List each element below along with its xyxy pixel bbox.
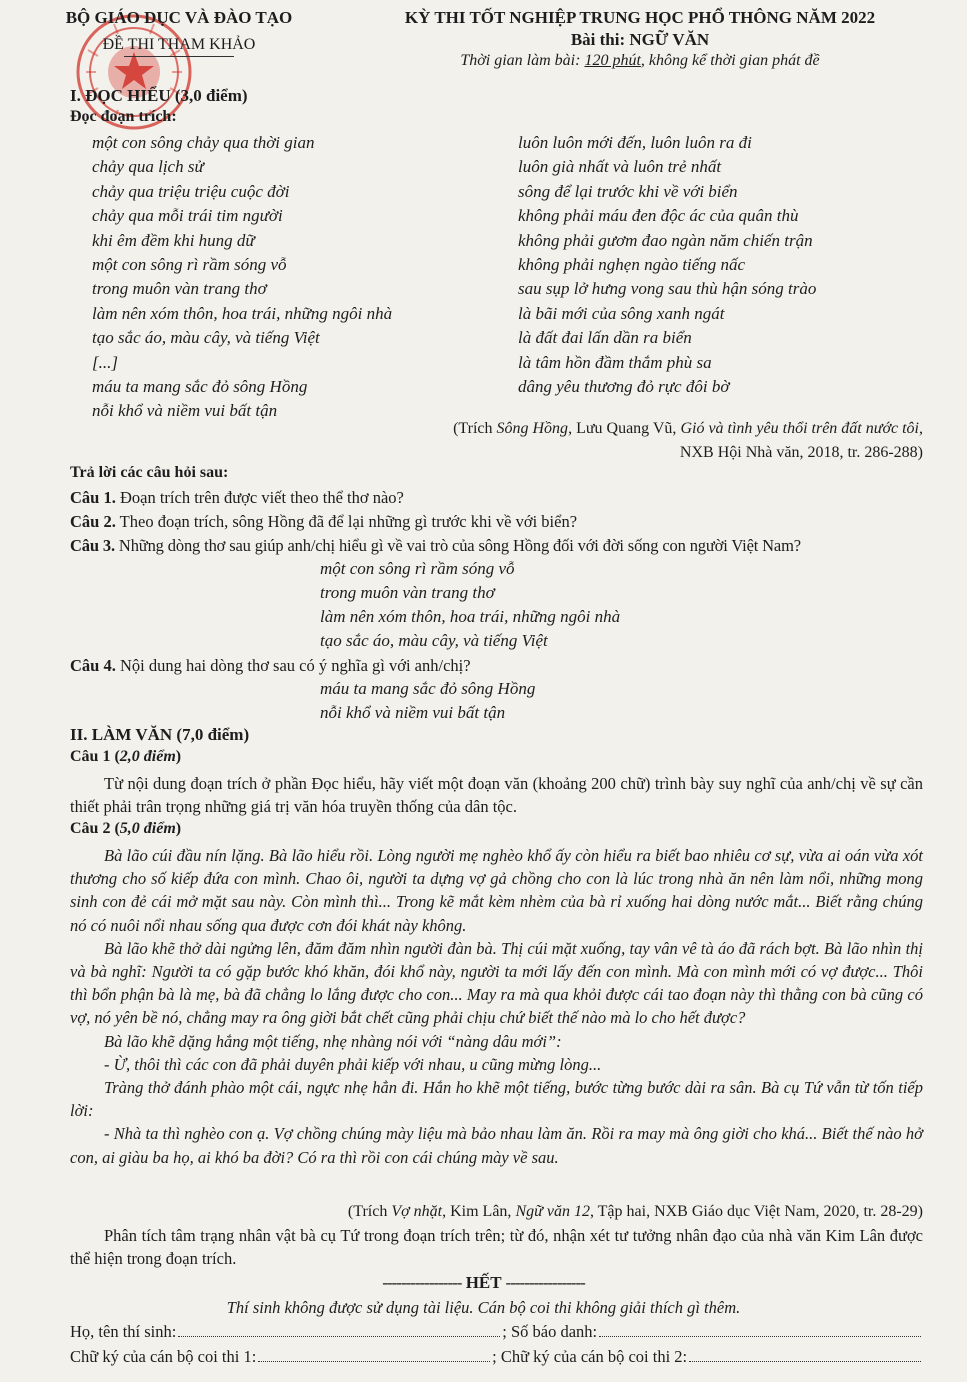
- poem-line: tạo sắc áo, màu cây, và tiếng Việt: [320, 631, 548, 650]
- poem-line: là tâm hồn đầm thắm phù sa: [518, 352, 712, 372]
- candidate-name-field[interactable]: [178, 1322, 500, 1337]
- excerpt-paragraph: Bà lão khẽ thở dài ngửng lên, đăm đăm nhìn người đàn bà. Thị cúi mặt xuống, tay vân vê tà áo đã rách bợt. Bà lão nhìn thị và bà nghĩ: Người ta có gặp bước khó khăn, đói khổ này, người ta mới lấy đến con mình. Mà con mình mới có vợ được... Thôi thì bổn phận bà là mẹ, bà đã chẳng lo lắng được cho con... May ra mà qua khỏi được cái tao đoạn này thì thằng con bà cũng có vợ, nó yên bề nó, chẳng may ra ông giời bắt chết cũng phải chịu chứ biết thế nào mà lo cho hết được?: [70, 938, 923, 1028]
- ministry-name: BỘ GIÁO DỤC VÀ ĐÀO TẠO: [65, 8, 293, 27]
- citation-line-1: (Trích Sông Hồng, Lưu Quang Vũ, Gió và tình yêu thổi trên đất nước tôi,: [453, 420, 923, 437]
- section-2-title: II. LÀM VĂN (7,0 điểm): [70, 725, 250, 744]
- poem-line: luôn luôn mới đến, luôn luôn ra đi: [518, 133, 752, 152]
- poem-right-column: [518, 131, 816, 399]
- poem-line: trong muôn vàn trang thơ: [92, 279, 267, 299]
- end-mark: ----------------- HẾT -----------------: [382, 1273, 585, 1292]
- candidate-name-label: Họ, tên thí sinh:: [70, 1322, 177, 1341]
- poem-line: luôn già nhất và luôn trẻ nhất: [518, 157, 722, 177]
- header-right: [340, 8, 940, 70]
- proctor-2-label: ; Chữ ký của cán bộ coi thi 2:: [492, 1347, 688, 1366]
- excerpt-paragraph: - Nhà ta thì nghèo con ạ. Vợ chồng chúng mày liệu mà bảo nhau làm ăn. Rồi ra may mà ông giời cho khá... Biết thế nào hở con, ai giàu ba họ, ai khó ba đời? Có ra thì rồi con cái chúng mày về sau.: [70, 1124, 923, 1167]
- excerpt-paragraph: Tràng thở đánh phào một cái, ngực nhẹ hẳn đi. Hắn ho khẽ một tiếng, bước từng bước dài ra sân. Bà cụ Tứ vẫn từ tốn tiếp lời:: [70, 1078, 923, 1121]
- essay-question-2-label: Câu 2 (5,0 điểm): [70, 820, 182, 837]
- exam-note: Thí sinh không được sử dụng tài liệu. Cán bộ coi thi không giải thích gì thêm.: [226, 1298, 741, 1317]
- proctor-1-signature-field[interactable]: [258, 1347, 490, 1362]
- exam-time: Thời gian làm bài: 120 phút, không kể thời gian phát đề: [460, 52, 820, 69]
- header-divider: [124, 56, 234, 57]
- citation-line-2: NXB Hội Nhà văn, 2018, tr. 286-288): [679, 444, 923, 461]
- exam-title: KỲ THI TỐT NGHIỆP TRUNG HỌC PHỔ THÔNG NĂM 2022: [404, 8, 876, 27]
- poem-line: sau sụp lở hưng vong sau thù hận sóng trào: [518, 279, 817, 299]
- question-3: Câu 3. Những dòng thơ sau giúp anh/chị hiểu gì về vai trò của sông Hồng đối với đời sống con người Việt Nam?: [70, 536, 801, 555]
- exam-type: ĐỀ THI THAM KHẢO: [102, 36, 256, 53]
- poem-citation: [453, 417, 923, 465]
- poem-line: [...]: [92, 352, 118, 372]
- q4-poem-lines: [320, 677, 535, 725]
- poem-line: chảy qua mỗi trái tim người: [92, 206, 283, 226]
- poem-line: là đất đai lấn dần ra biển: [518, 328, 692, 348]
- poem-line: máu ta mang sắc đỏ sông Hồng: [320, 679, 536, 698]
- reading-intro: Đọc đoạn trích:: [70, 108, 177, 125]
- poem-line: một con sông chảy qua thời gian: [92, 133, 315, 152]
- q3-poem-lines: [320, 557, 620, 653]
- essay-question-1-text: Từ nội dung đoạn trích ở phần Đọc hiểu, hãy viết một đoạn văn (khoảng 200 chữ) trình bày suy nghĩ của anh/chị về sự cần thiết phải trân trọng những giá trị văn hóa truyền thống của dân tộc.: [70, 774, 923, 817]
- poem-line: làm nên xóm thôn, hoa trái, những ngôi nhà: [320, 607, 621, 626]
- candidate-number-label: ; Số báo danh:: [502, 1322, 598, 1341]
- poem-left-column: [92, 131, 392, 424]
- poem-line: tạo sắc áo, màu cây, và tiếng Việt: [92, 328, 320, 348]
- poem-line: một con sông rì rầm sóng vỗ: [92, 255, 287, 275]
- poem-line: không phải gươm đao ngàn năm chiến trận: [518, 230, 813, 250]
- poem-line: khi êm đềm khi hung dữ: [92, 230, 255, 250]
- excerpt-paragraph: Bà lão cúi đầu nín lặng. Bà lão hiểu rồi. Lòng người mẹ nghèo khổ ấy còn hiểu ra biết bao nhiêu cơ sự, vừa ai oán vừa xót thương cho số kiếp đứa con mình. Chao ôi, người ta dựng vợ gả chồng cho con là lúc trong nhà ăn nên làm nổi, những mong sinh con đẻ cái mở mặt sau này. Còn mình thì... Trong kẽ mắt kèm nhèm của bà rỉ xuống hai dòng nước mắt... Biết rằng chúng nó có nuôi nổi nhau sống qua được cơn đói khát này không.: [70, 846, 923, 935]
- candidate-number-field[interactable]: [599, 1322, 921, 1337]
- question-2: Câu 2. Theo đoạn trích, sông Hồng đã để lại những gì trước khi về với biển?: [70, 512, 578, 531]
- question-1: Câu 1. Đoạn trích trên được viết theo thể thơ nào?: [70, 488, 404, 507]
- poem-line: một con sông rì rầm sóng vỗ: [320, 559, 515, 578]
- excerpt-paragraph: - Ừ, thôi thì các con đã phải duyên phải kiếp với nhau, u cũng mừng lòng...: [104, 1054, 602, 1074]
- essay-question-1-label: Câu 1 (2,0 điểm): [70, 748, 182, 765]
- poem-line: máu ta mang sắc đỏ sông Hồng: [92, 377, 308, 397]
- poem-line: chảy qua lịch sử: [92, 157, 204, 177]
- proctor-2-signature-field[interactable]: [689, 1347, 921, 1362]
- poem-line: không phải nghẹn ngào tiếng nấc: [518, 255, 746, 275]
- proctor-1-label: Chữ ký của cán bộ coi thi 1:: [70, 1347, 257, 1366]
- poem-line: nỗi khổ và niềm vui bất tận: [320, 703, 506, 722]
- poem-line: chảy qua triệu triệu cuộc đời: [92, 181, 290, 201]
- candidate-info-line: [70, 1322, 923, 1342]
- poem-line: dâng yêu thương đỏ rực đôi bờ: [518, 377, 730, 397]
- poem-line: nỗi khổ và niềm vui bất tận: [92, 401, 278, 421]
- poem-line: là bãi mới của sông xanh ngát: [518, 303, 725, 323]
- header-left: [44, 8, 314, 57]
- story-excerpt: [70, 844, 923, 1169]
- story-citation: (Trích Vợ nhặt, Kim Lân, Ngữ văn 12, Tập hai, NXB Giáo dục Việt Nam, 2020, tr. 28-29): [347, 1203, 923, 1220]
- essay-task: Phân tích tâm trạng nhân vật bà cụ Tứ trong đoạn trích trên; từ đó, nhận xét tư tưởng nhân đạo của nhà văn Kim Lân được thể hiện trong đoạn trích.: [70, 1226, 923, 1269]
- proctor-signature-line: [70, 1347, 923, 1367]
- poem-line: không phải máu đen độc ác của quân thù: [518, 206, 799, 226]
- exam-subject: Bài thi: NGỮ VĂN: [570, 30, 710, 49]
- question-4: Câu 4. Nội dung hai dòng thơ sau có ý nghĩa gì với anh/chị?: [70, 656, 471, 675]
- answer-prompt: Trả lời các câu hỏi sau:: [70, 464, 229, 481]
- section-1-title: I. ĐỌC HIỂU (3,0 điểm): [70, 86, 248, 105]
- poem-line: sông để lại trước khi về với biển: [518, 181, 738, 201]
- poem-line: làm nên xóm thôn, hoa trái, những ngôi nhà: [92, 303, 393, 323]
- excerpt-paragraph: Bà lão khẽ dặng hắng một tiếng, nhẹ nhàng nói với “nàng dâu mới”:: [104, 1031, 562, 1051]
- poem-line: trong muôn vàn trang thơ: [320, 583, 495, 602]
